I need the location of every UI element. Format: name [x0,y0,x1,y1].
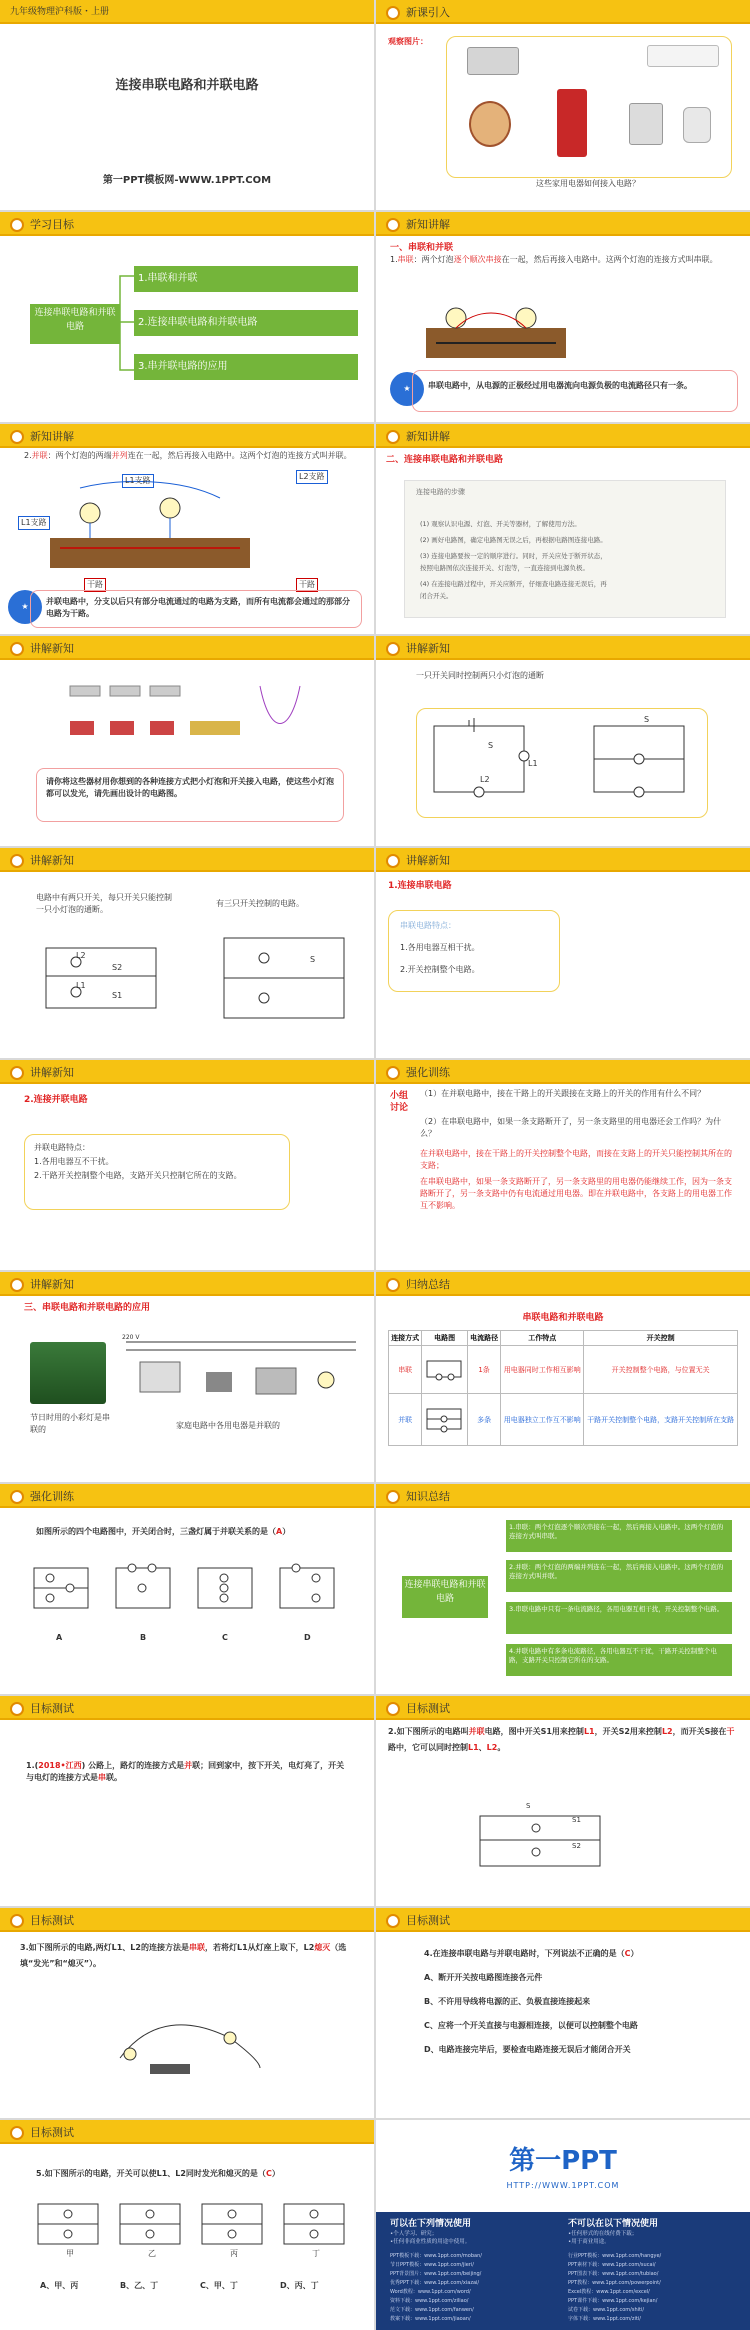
feature-line-1: 1.各用电器互不干扰。 [34,1157,114,1166]
header-bullet-icon [386,6,400,20]
q-answer: L1 [468,1743,479,1752]
header-bullet-icon [10,1490,24,1504]
q-mid: ) 公路上，路灯的连接方式是 [81,1761,185,1770]
option-a: A、断开开关按电路图连接各元件 [424,1973,543,1982]
header-bullet-icon [386,642,400,656]
option-d: D、电路连接完毕后，要检查电路连接无误后才能闭合开关 [424,2045,631,2054]
slide-title: 连接串联电路和并联电路 [115,78,259,93]
header-bullet-icon [10,218,24,232]
question-1: （1）在并联电路中，接在干路上的开关跟接在支路上的开关的作用有什么不同？ [420,1089,706,1098]
microwave-image [467,47,519,75]
q-post: ） [630,1949,639,1958]
label-s-right: S [644,715,650,724]
label-s: S [526,1802,531,1810]
observe-label: 观察图片： [388,37,428,46]
slide-header-text: 目标测试 [406,1914,450,1927]
def-prefix: 1. [390,255,398,264]
option-label-b: B [140,1633,147,1642]
option-b: B、不许用导线将电源的正、负极直接连接起来 [424,1997,591,2006]
link[interactable]: PPT素材下载：www.1ppt.com/sucai/ [568,2262,656,2268]
option-b: B、乙、丁 [120,2281,159,2290]
question-text: 这些家用电器如何接入电路？ [536,179,640,188]
disallowed-line-1: •任何形式的在线付费下载； [568,2231,638,2237]
summary-item-2: 2.并联：两个灯泡的两端并列连在一起，然后再接入电路中。这两个灯泡的连接方式叫并联。 [506,1560,732,1592]
slide-1[interactable] [0,0,374,210]
q-answer: L1 [583,1727,595,1736]
slide-header-text: 新知讲解 [406,218,450,231]
header-bullet-icon [10,1914,24,1928]
slide-header-text: 强化训练 [30,1490,74,1503]
slide-header [0,1696,374,1720]
link[interactable]: 字体下载：www.1ppt.com/ziti/ [568,2316,641,2322]
tag-l1-branch-left: L1支路 [18,516,50,530]
option-d: D、丙、丁 [280,2281,319,2290]
q-answer: 并联 [468,1727,485,1736]
def-mid: ：两个灯泡的两端 [47,451,112,460]
slide-header [376,1272,750,1296]
allowed-line-1: •个人学习、研究； [390,2231,438,2237]
slide-22[interactable] [376,2120,750,2330]
def-key: 并联 [31,451,48,460]
q-mid: ，若将灯L1从灯座上取下，L2 [204,1943,315,1952]
header-bullet-icon [386,1066,400,1080]
parallel-mini-diagram [425,1407,465,1431]
series-note: 串联电路中，从电源的正极经过用电器流向电源负极的电流路径只有一条。 [428,381,692,390]
links-left [390,2252,560,2324]
question-text [36,2168,356,2180]
kettle-image [683,107,711,143]
header-bullet-icon [10,430,24,444]
link[interactable]: PPT教程：www.1ppt.com/powerpoint/ [568,2280,661,2286]
tip-badge-icon: ★ [8,590,42,624]
header-bullet-icon [10,1066,24,1080]
slide-header [0,636,374,660]
cell: 串联 [389,1346,422,1394]
summary-item-4: 4.并联电路中有多条电流路径，各用电器互不干扰，干路开关控制整个电路，支路开关只控制它所在的支路。 [506,1644,732,1676]
header-bullet-icon [386,1278,400,1292]
excerpt-step-3b: 按照电路图依次连接开关、灯泡等，一直连接到电源负极。 [420,564,589,572]
section-title: 1.连接串联电路 [388,881,452,891]
q-source: 2018•江西 [38,1761,82,1770]
excerpt-step-4: (4) 在连接电路过程中，开关应断开，仔细查电路连接无误后，再 [420,580,607,588]
q-answer: C [624,1949,631,1958]
circuit-cell [422,1394,468,1446]
goal-item-2: 2.连接串联电路和并联电路 [134,310,358,336]
series-circuit-photo [416,298,576,368]
slide-14[interactable] [376,1272,750,1482]
link[interactable]: PPT课件下载：www.1ppt.com/kejian/ [568,2298,658,2304]
answer-2: 在串联电路中，如果一条支路断开了，另一条支路里的用电器仍能继续工作，因为一条支路断开了，另一条支路中仍有电流通过用电器。即在并联电路中，各支路上的用电器工作互不影响。 [420,1177,732,1210]
section-title: 2.连接并联电路 [24,1095,88,1105]
slide-header [0,848,374,872]
slide-header-text: 目标测试 [406,1702,450,1715]
slide-10[interactable] [376,848,750,1058]
tag-main-line-right: 干路 [296,578,318,592]
cell: 并联 [389,1394,422,1446]
air-conditioner-image [647,45,719,67]
link[interactable]: Word教程：www.1ppt.com/word/ [390,2289,471,2295]
figure-label-4: 丁 [312,2249,320,2258]
option-label-c: C [222,1633,228,1642]
slide-header [376,424,750,448]
christmas-caption: 节日时用的小彩灯是串联的 [30,1413,110,1434]
slide-20[interactable] [376,1908,750,2118]
link[interactable]: 教案下载：www.1ppt.com/jiaoan/ [390,2316,471,2322]
goal-item-1: 1.串联和并联 [134,266,358,292]
q-mid: 、 [478,1743,487,1752]
parallel-definition [24,450,354,462]
slide-header [376,636,750,660]
q-answer-2: 熄灭 [314,1943,331,1952]
figure-label-3: 丙 [230,2249,238,2258]
tag-l1-branch: L1支路 [122,474,154,488]
slide-header [376,1696,750,1720]
slide-header-text: 目标测试 [30,2126,74,2139]
q-pre: 1.( [26,1761,39,1770]
christmas-tree-image [30,1342,106,1404]
link[interactable]: PPT图表下载：www.1ppt.com/tubiao/ [568,2271,659,2277]
col-header: 电流路径 [467,1331,500,1346]
refrigerator-image [557,89,587,157]
parallel-one-switch-diagram [594,726,694,796]
header-bullet-icon [10,2126,24,2140]
q-answer: L2 [486,1743,498,1752]
lamp-wire-photo [110,2008,270,2078]
q-mid: ，开关S2用来控制 [594,1727,662,1736]
cell: 干路开关控制整个电路，支路开关控制所在支路 [584,1394,738,1446]
section-title: 三、串联电路和并联电路的应用 [24,1303,151,1313]
option-a: A、甲、丙 [40,2281,79,2290]
slide-header [0,212,374,236]
slide-9[interactable] [0,848,374,1058]
summary-item-1: 1.串联：两个灯泡逐个顺次串接在一起，然后再接入电路中。这两个灯泡的连接方式叫串联。 [506,1520,732,1552]
def-post: 在一起，然后再接入电路中。这两个灯泡的连接方式叫串联。 [501,255,718,264]
slide-header [376,1484,750,1508]
q-post: ） [271,2169,280,2178]
slide-21[interactable] [0,2120,374,2330]
question-text [424,1948,734,1960]
tip-badge-icon: ★ [390,372,424,406]
col-header: 工作特点 [501,1331,584,1346]
def-post: 连在一起，然后再接入电路中。这两个灯泡的连接方式叫并联。 [127,451,352,460]
slide-header-text: 学习目标 [30,218,74,231]
q-pre: 5.如下图所示的电路，开关可以使L1、L2同时发光和熄灭的是（ [36,2169,266,2178]
link[interactable]: 行业PPT模板：www.1ppt.com/hangye/ [568,2253,662,2259]
voltage-label: 220 V [122,1334,140,1341]
label-s1: S1 [112,991,123,1000]
question-text [388,1724,738,1756]
q-answer: L2 [661,1727,673,1736]
table-row [389,1346,738,1394]
excerpt-step-4b: 闭合开关。 [420,592,453,600]
group-discussion-tag: 小组讨论 [390,1091,409,1113]
disallowed-title: 不可以在以下情况使用 [568,2219,659,2229]
washing-machine-image [629,103,663,145]
def-mid: ：两个灯泡 [413,255,454,264]
header-bullet-icon [386,218,400,232]
q-post: 联。 [106,1773,122,1782]
slide-header-text: 目标测试 [30,1702,74,1715]
two-switch-circuit-diagram [46,948,166,1018]
label-s: S [310,955,316,964]
four-circuit-options-diagram [30,1564,350,1624]
q-post: ） [282,1527,291,1536]
def-key2: 逐个顺次串接 [453,255,502,264]
slide-3[interactable] [0,212,374,422]
slide-18[interactable] [376,1696,750,1906]
q-mid: 路中，它可以同时控制 [388,1743,468,1752]
slide-16[interactable] [376,1484,750,1694]
four-circuit-choices-diagram [34,2200,354,2260]
slide-header-text: 新知讲解 [30,430,74,443]
header-bullet-icon [386,1490,400,1504]
slide-header [0,1060,374,1084]
slide-header [0,2120,374,2144]
slide-5[interactable] [0,424,374,634]
question-text [20,1940,360,1972]
question-text [26,1760,346,1784]
cell: 1条 [467,1346,500,1394]
table-row [389,1394,738,1446]
link[interactable]: 资料下载：www.1ppt.com/ziliao/ [390,2298,469,2304]
task-text: 请你将这些器材用你想到的各种连接方式把小灯泡和开关接入电路，使这些小灯泡都可以发光，请先画出设计的电路图。 [46,777,334,798]
slide-header-text: 强化训练 [406,1066,450,1079]
excerpt-step-2: (2) 画好电路图，确定电路图无误之后，再根据电路图连接电路。 [420,536,607,544]
slide-6[interactable] [376,424,750,634]
label-s2: S2 [572,1842,581,1850]
slide-header-text: 新知讲解 [406,430,450,443]
circuit-caption: 一只开关同时控制两只小灯泡的通断 [416,671,544,680]
table-title: 串联电路和并联电路 [522,1313,604,1323]
label-s2: S2 [112,963,123,972]
excerpt-step-3: (3) 连接电路要按一定的顺序进行。同时，开关应处于断开状态， [420,552,607,560]
tag-main-line: 干路 [84,578,106,592]
section-title: 一、串联和并联 [390,243,454,253]
goal-item-3: 3.串并联电路的应用 [134,354,358,380]
slide-19[interactable] [0,1908,374,2118]
slide-header [376,848,750,872]
header-bullet-icon [10,642,24,656]
slide-header-text: 讲解新知 [406,854,450,867]
feature-line-2: 2.开关控制整个电路。 [400,965,480,974]
parallel-switch-circuit-diagram [476,1812,606,1872]
link[interactable]: PPT模板下载：www.1ppt.com/moban/ [390,2253,482,2259]
feature-title: 并联电路特点： [34,1143,90,1152]
allowed-line-2: •任何非商业性质的用途中使用。 [390,2239,471,2245]
household-circuit-image [126,1332,366,1412]
slide-header-text: 讲解新知 [30,1066,74,1079]
label-l1: L1 [528,759,538,768]
section-title: 二、连接串联电路和并联电路 [386,455,504,465]
three-switch-circuit-diagram [224,938,354,1028]
cell: 用电器独立工作互不影响 [501,1394,584,1446]
goal-bracket [116,274,136,374]
link[interactable]: 试卷下载：www.1ppt.com/shiti/ [568,2307,645,2313]
q-answer: 干 [726,1727,735,1736]
link[interactable]: 优秀PPT下载：www.1ppt.com/xiazai/ [390,2280,480,2286]
slide-header-text: 归纳总结 [406,1278,450,1291]
q-pre: 2.如下图所示的电路叫 [388,1727,469,1736]
equipment-photo [60,676,310,746]
slide-13[interactable] [0,1272,374,1482]
slide-11[interactable] [0,1060,374,1270]
slide-header-text: 知识总结 [406,1490,450,1503]
header-bullet-icon [10,1702,24,1716]
appliance-frame [446,36,732,178]
q-pre: 4.在连接串联电路与并联电路时，下列说法不正确的是（ [424,1949,625,1958]
q-mid2: 联；回到家中，按下开关，电灯亮了，开关与电灯的连接方式是 [26,1761,345,1782]
q-mid: ，而开关S接在 [672,1727,727,1736]
label-l1: L1 [76,981,86,990]
slide-8[interactable] [376,636,750,846]
header-bullet-icon [10,1278,24,1292]
excerpt-step-1: (1) 观察认识电源、灯泡、开关等器材，了解使用方法。 [420,520,581,528]
option-c: C、应将一个开关直接与电源相连接，以便可以控制整个电路 [424,2021,638,2030]
q-post: （选填“发光”和“熄灭”）。 [20,1943,347,1968]
link[interactable]: 节日PPT模板：www.1ppt.com/jieri/ [390,2262,474,2268]
q-answer: C [265,2169,272,2178]
feature-line-1: 1.各用电器互相干扰。 [400,943,480,952]
q-pre: 3.如下图所示的电路,两灯L1、L2的连接方法是 [20,1943,189,1952]
link[interactable]: 范文下载：www.1ppt.com/fanwen/ [390,2307,474,2313]
logo-text: 第一PPT [509,2146,617,2176]
links-right [568,2252,738,2324]
cell: 多条 [467,1394,500,1446]
slide-header [376,212,750,236]
q-mid: 电路，图中开关S1用来控制 [484,1727,584,1736]
slide-header-text: 讲解新知 [30,642,74,655]
slide-4[interactable] [376,212,750,422]
feature-title: 串联电路特点： [400,921,456,930]
slide-header [0,1272,374,1296]
table-header-row [389,1331,738,1346]
slide-7[interactable] [0,636,374,846]
logo-url: HTTP://WWW.1PPT.COM [506,2181,620,2190]
option-label-d: D [304,1633,311,1642]
q-answer-2: 串 [98,1773,106,1782]
question-text [36,1526,356,1538]
q-post: 。 [497,1743,506,1752]
header-bullet-icon [386,430,400,444]
slide-header-text: 目标测试 [30,1914,74,1927]
household-caption: 家庭电路中各用电器是并联的 [176,1421,280,1430]
circuit-cell [422,1346,468,1394]
series-mini-diagram [425,1359,465,1379]
col-header: 开关控制 [584,1331,738,1346]
link[interactable]: PPT背景图片：www.1ppt.com/beijing/ [390,2271,482,2277]
feature-line-2: 2.干路开关控制整个电路，支路开关只控制它所在的支路。 [34,1171,242,1180]
slide-17[interactable] [0,1696,374,1906]
slide-header-text: 讲解新知 [30,1278,74,1291]
header-bullet-icon [386,854,400,868]
figure-label-2: 乙 [148,2249,156,2258]
label-l2: L2 [76,951,86,960]
slide-header-text: 讲解新知 [30,854,74,867]
header-bullet-icon [10,854,24,868]
cell: 用电器同时工作相互影响 [501,1346,584,1394]
figure-label-1: 甲 [66,2249,74,2258]
header-bullet-icon [386,1702,400,1716]
q-answer: A [276,1527,283,1536]
question-2: （2）在串联电路中，如果一条支路断开了，另一条支路里的用电器还会工作吗？为什么？ [420,1117,722,1138]
q-answer-1: 并 [184,1761,193,1770]
tag-l2-branch: L2支路 [296,470,328,484]
slide-header-text: 九年级物理沪科版・上册 [10,7,110,17]
site-name: 第一PPT模板网-WWW.1PPT.COM [102,175,272,186]
def-key: 串联 [397,255,414,264]
allowed-title: 可以在下列情况使用 [390,2219,472,2229]
header-bullet-icon [386,1914,400,1928]
answer-1: 在并联电路中，接在干路上的开关控制整个电路，而接在支路上的开关只能控制其所在的支路； [420,1149,732,1170]
slide-header [376,1060,750,1084]
summary-item-3: 3.串联电路中只有一条电流路径，各用电器互相干扰，开关控制整个电路。 [506,1602,732,1634]
summary-topic-box: 连接串联电路和并联电路 [402,1576,488,1618]
col-header: 连接方式 [389,1331,422,1346]
slide-header [0,1908,374,1932]
goal-topic-box: 连接串联电路和并联电路 [30,304,120,344]
heater-image [469,101,511,147]
disallowed-line-2: •用于商业用途。 [568,2239,610,2245]
parallel-note: 并联电路中，分支以后只有部分电流通过的电路为支路，而所有电流都会通过的那部分电路为干路。 [46,597,350,618]
right-description: 有三只开关控制的电路。 [216,899,304,908]
slide-header [376,1908,750,1932]
cell: 开关控制整个电路，与位置无关 [584,1346,738,1394]
slide-header-text: 讲解新知 [406,642,450,655]
link[interactable]: Excel教程：www.1ppt.com/excel/ [568,2289,650,2295]
excerpt-title: 连接电路的步骤 [416,488,465,496]
slide-header [0,1484,374,1508]
series-definition [390,254,736,266]
slide-header [0,0,374,24]
option-c: C、甲、丁 [200,2281,238,2290]
option-label-a: A [56,1633,63,1642]
slide-12[interactable] [376,1060,750,1270]
slide-header [0,424,374,448]
summary-table [388,1330,738,1446]
left-description: 电路中有两只开关，每只开关只能控制一只小灯泡的通断。 [36,893,172,914]
slide-15[interactable] [0,1484,374,1694]
slide-header-text: 新课引入 [406,6,450,19]
label-s1: S1 [572,1816,581,1824]
label-s: S [488,741,494,750]
def-prefix: 2. [24,451,32,460]
label-l2: L2 [480,775,490,784]
col-header: 电路图 [422,1331,468,1346]
q-pre: 如图所示的四个电路图中，开关闭合时，三盏灯属于并联关系的是（ [36,1527,276,1536]
parallel-circuit-photo [20,478,320,578]
def-key2: 并列 [111,451,128,460]
q-answer-1: 串联 [188,1943,205,1952]
slide-2[interactable] [376,0,750,210]
slide-header [376,0,750,24]
